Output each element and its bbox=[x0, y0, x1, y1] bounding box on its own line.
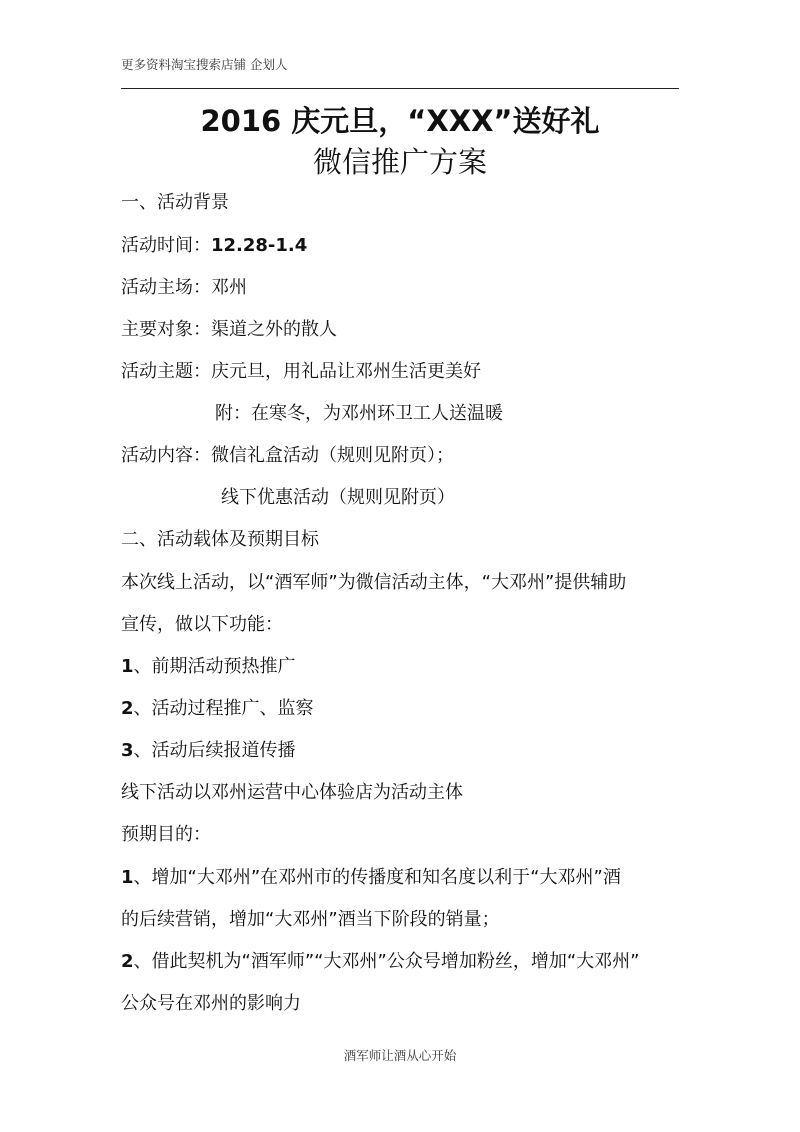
document-title: 2016 庆元旦，“XXX”送好礼 bbox=[200, 104, 600, 138]
goal-item-number: 2 bbox=[121, 951, 134, 972]
paragraph-intro-line1: 本次线上活动，以“酒军师”为微信活动主体，“大邓州”提供辅助 bbox=[121, 572, 627, 593]
activity-content-offline: 线下优惠活动（规则见附页） bbox=[221, 487, 455, 508]
function-item bbox=[121, 697, 314, 721]
function-item-number: 2 bbox=[121, 698, 134, 719]
goal-item-1-line1 bbox=[121, 866, 621, 890]
activity-time-label: 活动时间： bbox=[121, 235, 211, 256]
function-item-number: 3 bbox=[121, 740, 134, 761]
goal-item-number: 1 bbox=[121, 867, 134, 888]
header-divider bbox=[121, 88, 679, 89]
function-item-text: 、前期活动预热推广 bbox=[133, 656, 296, 677]
page-footer: 酒军师让酒从心开始 bbox=[343, 1048, 457, 1063]
function-item-text: 、活动过程推广、监察 bbox=[133, 698, 314, 719]
goal-item-2-line2: 公众号在邓州的影响力 bbox=[121, 993, 301, 1014]
page-header: 更多资料淘宝搜索店铺 企划人 bbox=[121, 57, 288, 72]
goal-item-1-line2: 的后续营销，增加“大邓州”酒当下阶段的销量； bbox=[121, 909, 500, 930]
activity-content: 活动内容：微信礼盒活动（规则见附页）； bbox=[121, 445, 454, 466]
target-audience: 主要对象：渠道之外的散人 bbox=[121, 319, 337, 340]
activity-time bbox=[121, 234, 307, 258]
section-heading-background: 一、活动背景 bbox=[121, 192, 229, 213]
activity-theme: 活动主题：庆元旦，用礼品让邓州生活更美好 bbox=[121, 361, 481, 382]
function-item-number: 1 bbox=[121, 656, 134, 677]
activity-venue: 活动主场：邓州 bbox=[121, 277, 247, 298]
section-heading-goals: 二、活动载体及预期目标 bbox=[121, 529, 319, 550]
paragraph-intro-line2: 宣传，做以下功能： bbox=[121, 614, 283, 635]
goals-heading: 预期目的： bbox=[121, 824, 211, 845]
activity-theme-note: 附：在寒冬，为邓州环卫工人送温暖 bbox=[215, 403, 503, 424]
goal-item-text: 、增加“大邓州”在邓州市的传播度和知名度以利于“大邓州”酒 bbox=[133, 867, 621, 888]
document-subtitle: 微信推广方案 bbox=[312, 145, 487, 179]
activity-time-value: 12.28-1.4 bbox=[211, 235, 308, 256]
function-item bbox=[121, 739, 296, 763]
goal-item-text: 、借此契机为“酒军师”“大邓州”公众号增加粉丝，增加“大邓州” bbox=[133, 951, 640, 972]
goal-item-2-line1 bbox=[121, 950, 639, 974]
function-item bbox=[121, 655, 296, 679]
function-item-text: 、活动后续报道传播 bbox=[133, 740, 296, 761]
offline-activity: 线下活动以邓州运营中心体验店为活动主体 bbox=[121, 782, 463, 803]
